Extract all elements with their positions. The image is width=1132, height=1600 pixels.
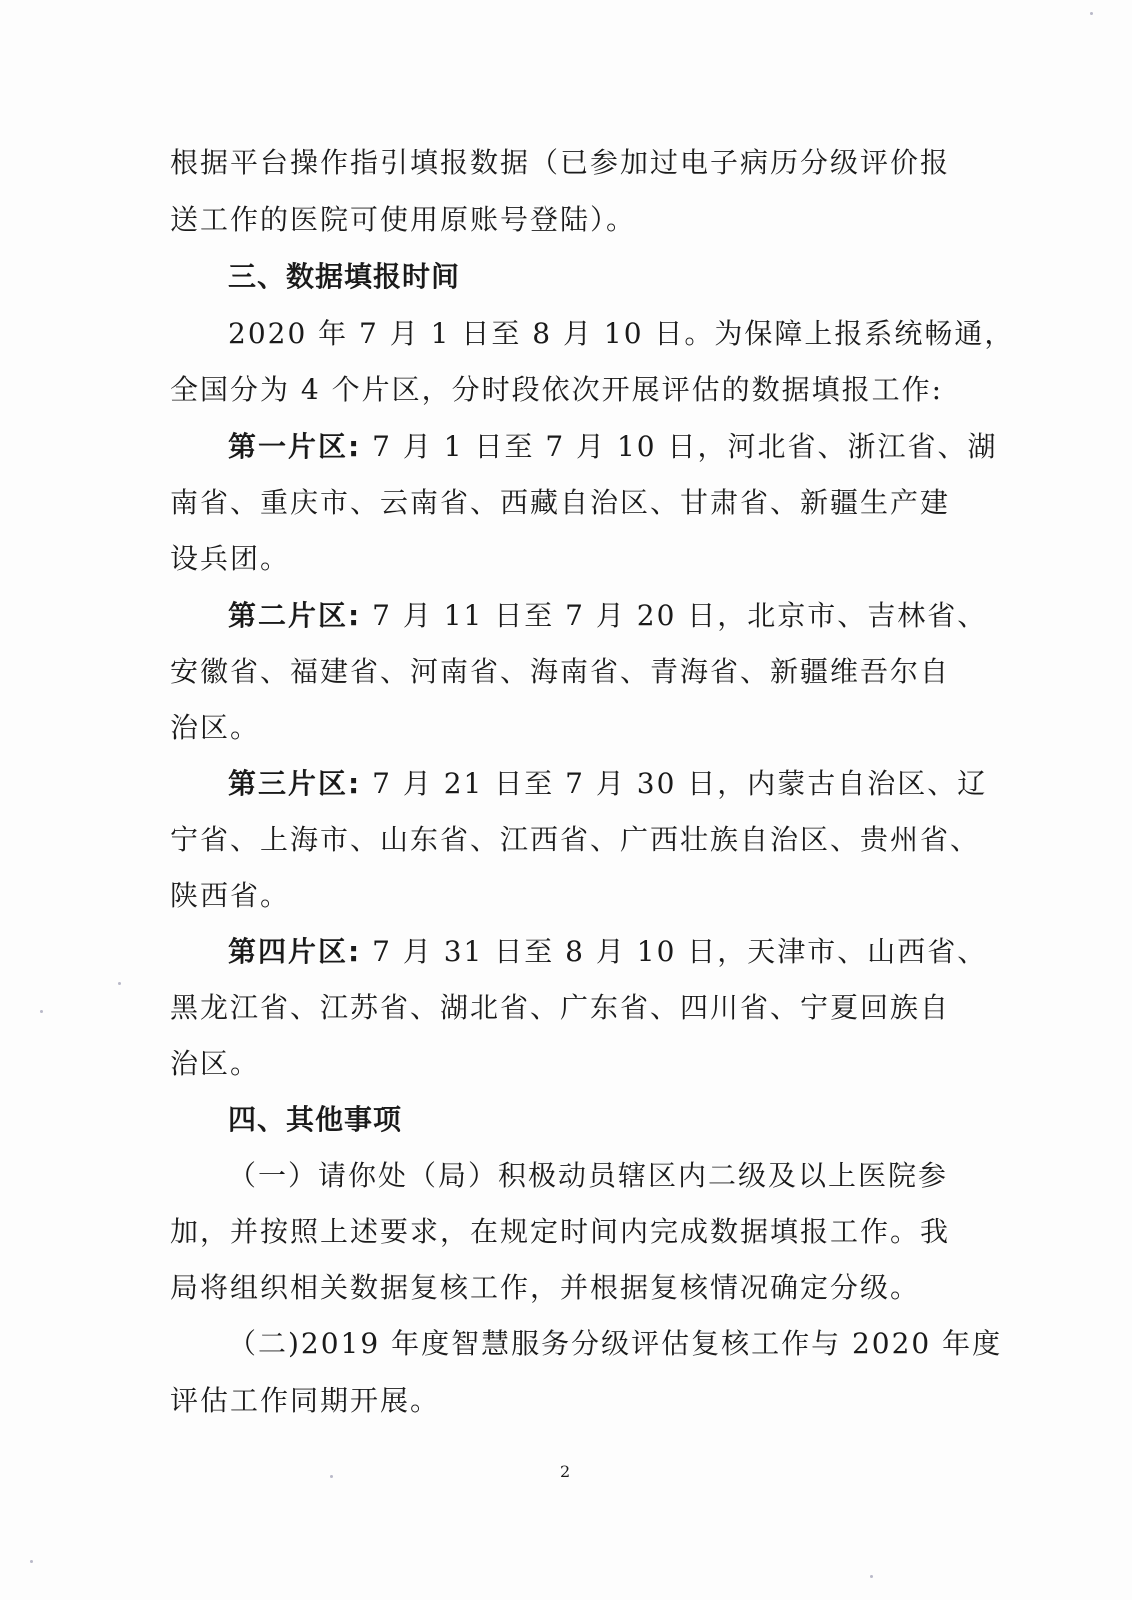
scan-speck <box>870 1575 873 1578</box>
paragraph-line: 局将组织相关数据复核工作，并根据复核情况确定分级。 <box>170 1271 921 1304</box>
zone-dates: 7 月 1 日至 7 月 10 日，河北省、浙江省、湖 <box>372 430 998 463</box>
page-number: 2 <box>560 1462 571 1481</box>
zone-dates: 7 月 31 日至 8 月 10 日，天津市、山西省、 <box>372 935 988 968</box>
paragraph-line: 治区。 <box>170 711 261 744</box>
scan-speck <box>330 1475 333 1478</box>
zone-dates: 7 月 11 日至 7 月 20 日，北京市、吉林省、 <box>372 599 988 632</box>
paragraph-line: （二)2019 年度智慧服务分级评估复核工作与 2020 年度 <box>228 1327 1003 1360</box>
paragraph-line: 陕西省。 <box>170 879 291 912</box>
paragraph-line: 黑龙江省、江苏省、湖北省、广东省、四川省、宁夏回族自 <box>170 991 951 1024</box>
paragraph-line: 根据平台操作指引填报数据（已参加过电子病历分级评价报 <box>170 146 951 179</box>
paragraph-line: 南省、重庆市、云南省、西藏自治区、甘肃省、新疆生产建 <box>170 486 951 519</box>
zone-line <box>228 764 987 804</box>
scan-speck <box>118 982 121 985</box>
paragraph-line: 送工作的医院可使用原账号登陆）。 <box>170 203 637 236</box>
zone-line <box>228 596 987 636</box>
scan-speck <box>1090 12 1093 15</box>
paragraph-line: 2020 年 7 月 1 日至 8 月 10 日。为保障上报系统畅通， <box>228 317 1015 350</box>
zone-label: 第四片区: <box>228 935 362 968</box>
paragraph-line: 安徽省、福建省、河南省、海南省、青海省、新疆维吾尔自 <box>170 655 951 688</box>
zone-label: 第三片区: <box>228 767 362 800</box>
paragraph-line: 加，并按照上述要求，在规定时间内完成数据填报工作。我 <box>170 1215 951 1248</box>
scan-speck <box>40 1010 43 1013</box>
paragraph-line: 全国分为 4 个片区，分时段依次开展评估的数据填报工作: <box>170 373 944 406</box>
paragraph-line: （一）请你处（局）积极动员辖区内二级及以上医院参 <box>228 1159 949 1192</box>
paragraph-line: 设兵团。 <box>170 542 291 575</box>
zone-dates: 7 月 21 日至 7 月 30 日，内蒙古自治区、辽 <box>372 767 988 800</box>
paragraph-line: 治区。 <box>170 1047 261 1080</box>
zone-line <box>228 932 987 972</box>
scan-speck <box>30 1560 33 1563</box>
zone-line <box>228 427 998 467</box>
zone-label: 第二片区: <box>228 599 362 632</box>
paragraph-line: 评估工作同期开展。 <box>170 1384 441 1417</box>
paragraph-line: 宁省、上海市、山东省、江西省、广西壮族自治区、贵州省、 <box>170 823 981 856</box>
section-heading: 四、其他事项 <box>228 1103 403 1136</box>
zone-label: 第一片区: <box>228 430 362 463</box>
section-heading: 三、数据填报时间 <box>228 260 461 293</box>
